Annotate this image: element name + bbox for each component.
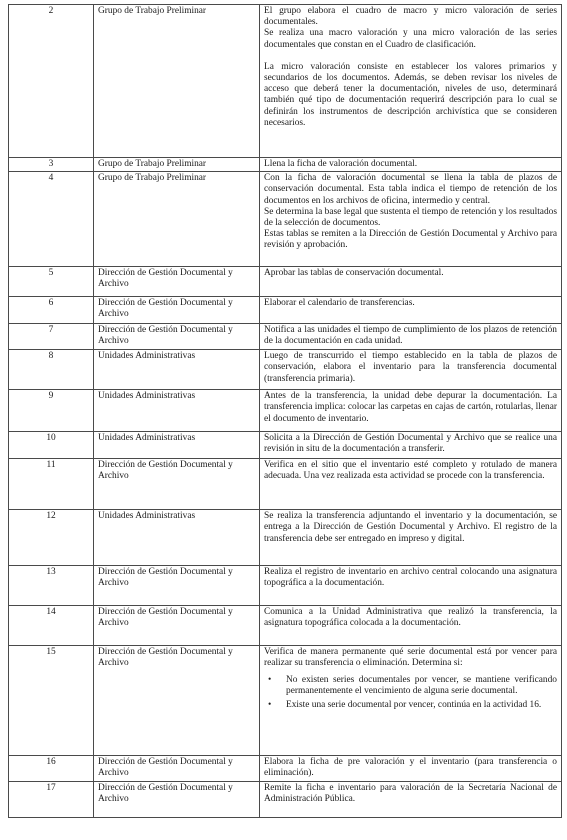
step-description bbox=[260, 646, 562, 756]
bullet-item bbox=[268, 700, 557, 711]
step-description bbox=[260, 158, 562, 172]
step-number: 6 bbox=[9, 297, 94, 324]
step-number: 14 bbox=[9, 606, 94, 646]
step-responsible: Dirección de Gestión Documental y Archivo bbox=[94, 606, 260, 646]
step-responsible: Dirección de Gestión Documental y Archivo bbox=[94, 267, 260, 297]
step-responsible: Unidades Administrativas bbox=[94, 432, 260, 459]
step-number: 12 bbox=[9, 510, 94, 566]
step-description bbox=[260, 782, 562, 818]
step-number: 2 bbox=[9, 5, 94, 158]
description-paragraph: Antes de la transferencia, la unidad debe depurar la documentación. La transferencia implica: colocar las carpetas en cajas de cartón, rotularlas, llenar el documento de inventario. bbox=[264, 391, 557, 424]
description-paragraph: Luego de transcurrido el tiempo establecido en la tabla de plazos de conservación, elabora el inventario para la transferencia documental (transferencia primaria). bbox=[264, 351, 557, 384]
step-description bbox=[260, 432, 562, 459]
step-responsible: Dirección de Gestión Documental y Archivo bbox=[94, 459, 260, 510]
step-responsible: Grupo de Trabajo Preliminar bbox=[94, 5, 260, 158]
step-responsible: Unidades Administrativas bbox=[94, 510, 260, 566]
bullet-icon: • bbox=[268, 674, 272, 685]
description-paragraph: Se realiza la transferencia adjuntando el inventario y la documentación, se entrega a la Dirección de Gestión Documental y Archivo. El registro de la transferencia debe ser entregado en impreso y digital. bbox=[264, 511, 557, 544]
description-paragraph: Estas tablas se remiten a la Dirección de Gestión Documental y Archivo para revisión y aprobación. bbox=[264, 229, 557, 251]
table-row bbox=[9, 459, 562, 510]
step-responsible: Unidades Administrativas bbox=[94, 350, 260, 390]
description-paragraph: Elabora la ficha de pre valoración y el inventario (para transferencia o eliminación). bbox=[264, 757, 557, 779]
step-description bbox=[260, 756, 562, 782]
description-paragraph: La micro valoración consiste en establecer los valores primarios y secundarios de los documentos. Además, se deben revisar los niveles de acceso que deberá tener la documentación, niveles de uso, determinará también qué tipo de documentación requerirá descripción para lo cual se definirán los instrumentos de descripción archivística que se consideren necesarios. bbox=[264, 61, 557, 128]
step-number: 11 bbox=[9, 459, 94, 510]
procedure-table bbox=[8, 4, 562, 818]
step-number: 5 bbox=[9, 267, 94, 297]
step-number: 8 bbox=[9, 350, 94, 390]
step-number: 13 bbox=[9, 566, 94, 606]
table-row bbox=[9, 172, 562, 267]
bullet-text: Existe una serie documental por vencer, continúa en la actividad 16. bbox=[286, 700, 542, 711]
description-paragraph: Comunica a la Unidad Administrativa que realizó la transferencia, la asignatura topográfica colocada a la documentación. bbox=[264, 607, 557, 629]
table-row bbox=[9, 324, 562, 350]
table-row bbox=[9, 267, 562, 297]
step-description bbox=[260, 172, 562, 267]
step-responsible: Dirección de Gestión Documental y Archivo bbox=[94, 566, 260, 606]
description-paragraph: Verifica de manera permanente qué serie documental está por vencer para realizar su transferencia o eliminación. Determina si: bbox=[264, 647, 557, 669]
table-row bbox=[9, 432, 562, 459]
step-number: 17 bbox=[9, 782, 94, 818]
step-number: 16 bbox=[9, 756, 94, 782]
step-description bbox=[260, 267, 562, 297]
step-number: 9 bbox=[9, 390, 94, 432]
step-description bbox=[260, 510, 562, 566]
step-responsible: Grupo de Trabajo Preliminar bbox=[94, 172, 260, 267]
step-description bbox=[260, 459, 562, 510]
description-paragraph: Elaborar el calendario de transferencias. bbox=[264, 298, 415, 309]
step-responsible: Dirección de Gestión Documental y Archivo bbox=[94, 297, 260, 324]
table-row bbox=[9, 350, 562, 390]
step-description bbox=[260, 324, 562, 350]
table-row bbox=[9, 606, 562, 646]
step-responsible: Dirección de Gestión Documental y Archivo bbox=[94, 324, 260, 350]
step-description bbox=[260, 350, 562, 390]
table-row bbox=[9, 510, 562, 566]
description-paragraph: Realiza el registro de inventario en archivo central colocando una asignatura topográfica a la documentación. bbox=[264, 567, 557, 589]
description-paragraph: El grupo elabora el cuadro de macro y micro valoración de series documentales. bbox=[264, 6, 557, 28]
step-responsible: Dirección de Gestión Documental y Archivo bbox=[94, 782, 260, 818]
step-number: 10 bbox=[9, 432, 94, 459]
step-description bbox=[260, 297, 562, 324]
step-number: 15 bbox=[9, 646, 94, 756]
description-paragraph: Se determina la base legal que sustenta el tiempo de retención y los resultados de la selección de documentos. bbox=[264, 206, 557, 229]
table-row bbox=[9, 782, 562, 818]
step-responsible: Unidades Administrativas bbox=[94, 390, 260, 432]
step-responsible: Dirección de Gestión Documental y Archivo bbox=[94, 756, 260, 782]
step-description bbox=[260, 606, 562, 646]
procedure-table-body bbox=[9, 5, 562, 818]
step-responsible: Dirección de Gestión Documental y Archivo bbox=[94, 646, 260, 756]
step-number: 4 bbox=[9, 172, 94, 267]
table-row bbox=[9, 297, 562, 324]
step-responsible: Grupo de Trabajo Preliminar bbox=[94, 158, 260, 172]
description-paragraph: Remite la ficha e inventario para valoración de la Secretaría Nacional de Administración Pública. bbox=[264, 783, 557, 805]
description-paragraph: Notifica a las unidades el tiempo de cumplimiento de los plazos de retención de la documentación en cada unidad. bbox=[264, 325, 557, 347]
step-description bbox=[260, 390, 562, 432]
description-paragraph: Se realiza una macro valoración y una micro valoración de las series documentales que constan en el Cuadro de clasificación. bbox=[264, 28, 557, 50]
description-paragraph: Aprobar las tablas de conservación documental. bbox=[264, 268, 444, 279]
step-number: 7 bbox=[9, 324, 94, 350]
description-paragraph: Llena la ficha de valoración documental. bbox=[264, 159, 418, 169]
table-row bbox=[9, 390, 562, 432]
step-number: 3 bbox=[9, 158, 94, 172]
step-description bbox=[260, 5, 562, 158]
table-row bbox=[9, 5, 562, 158]
description-paragraph: Verifica en el sitio que el inventario esté completo y rotulado de manera adecuada. Una vez realizada esta actividad se procede con la transferencia. bbox=[264, 460, 557, 482]
table-row bbox=[9, 756, 562, 782]
bullet-item bbox=[268, 674, 557, 697]
step-description bbox=[260, 566, 562, 606]
table-row bbox=[9, 566, 562, 606]
table-row bbox=[9, 158, 562, 172]
bullet-icon: • bbox=[268, 700, 272, 711]
bullet-list bbox=[264, 675, 557, 712]
description-paragraph: Con la ficha de valoración documental se llena la tabla de plazos de conservación documental. Esta tabla indica el tiempo de retención de los documentos en los archivos de oficina, intermedio y central. bbox=[264, 173, 557, 206]
description-paragraph: Solicita a la Dirección de Gestión Documental y Archivo que se realice una revisión in situ de la documentación a transferir. bbox=[264, 433, 557, 455]
paragraph-gap bbox=[264, 51, 557, 62]
bullet-text: No existen series documentales por vencer, se mantiene verificando permanentemente el vencimiento de alguna serie documental. bbox=[286, 674, 557, 696]
table-row bbox=[9, 646, 562, 756]
